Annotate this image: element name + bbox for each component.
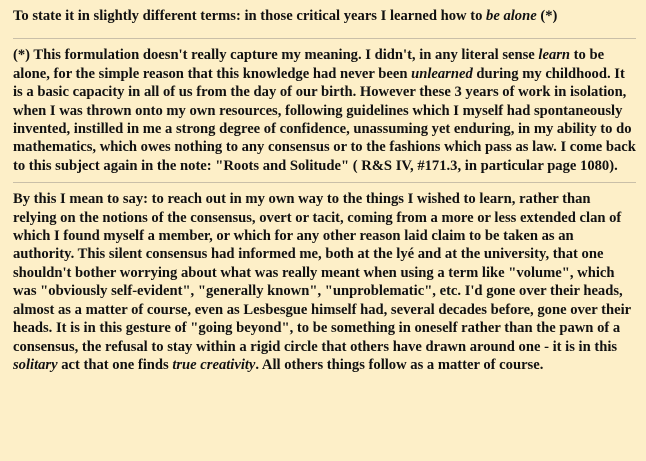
body-emphasis-true-creativity: true creativity bbox=[172, 356, 256, 373]
footnote-paragraph bbox=[13, 46, 636, 175]
divider bbox=[13, 38, 636, 39]
body-text-3: . All others things follow as a matter of course. bbox=[255, 356, 544, 373]
body-text-1: By this I mean to say: to reach out in my own way to the things I wished to learn, rather than relying on the notions of the consensus, overt or tacit, coming from a more or less extended clan of which I found myself a member, or which for any other reason laid claim to be taken as an authority. This silent consensus had informed me, both at the lyé and at the university, that one shouldn't bother worrying about what was really meant when using a term like "volume", which was "obviously self-evident", "generally known", "unproblematic", etc. I'd gone over their heads, almost as a matter of course, even as Lesbesgue himself had, several decades before, gone over their heads. It is in this gesture of "going beyond", to be something in oneself rather than the pawn of a consensus, the refusal to stay within a rigid circle that others have drawn around one - it is in this bbox=[13, 191, 631, 355]
intro-emphasis: be alone bbox=[486, 8, 537, 24]
body-paragraph bbox=[13, 190, 636, 374]
footnote-text-2: to be alone, for the simple reason that this knowledge had never been bbox=[13, 47, 605, 82]
body-text-2: act that one finds bbox=[57, 356, 173, 373]
intro-text: To state it in slightly different terms: in those critical years I learned how to bbox=[13, 8, 487, 24]
footnote-emphasis-unlearned: unlearned bbox=[411, 65, 473, 82]
body-emphasis-solitary: solitary bbox=[13, 356, 58, 373]
intro-footnote-marker: (*) bbox=[536, 8, 558, 24]
divider bbox=[13, 182, 636, 183]
intro-paragraph bbox=[13, 7, 636, 25]
footnote-emphasis-learn: learn bbox=[538, 47, 571, 64]
footnote-text-1: (*) This formulation doesn't really capture my meaning. I didn't, in any literal sense bbox=[13, 47, 539, 64]
footnote-text-3: during my childhood. It is a basic capacity in all of us from the day of our birth. However these 3 years of work in isolation, when I was thrown onto my own resources, following guidelines which I myself had spontaneously invented, instilled in me a strong degree of confidence, unassuming yet enduring, in my ability to do mathematics, which owes nothing to any consensus or to the fashions which pass as law. I come back to this subject again in the note: "Roots and Solitude" ( R&S IV, #171.3, in particular page 1080). bbox=[13, 65, 636, 174]
